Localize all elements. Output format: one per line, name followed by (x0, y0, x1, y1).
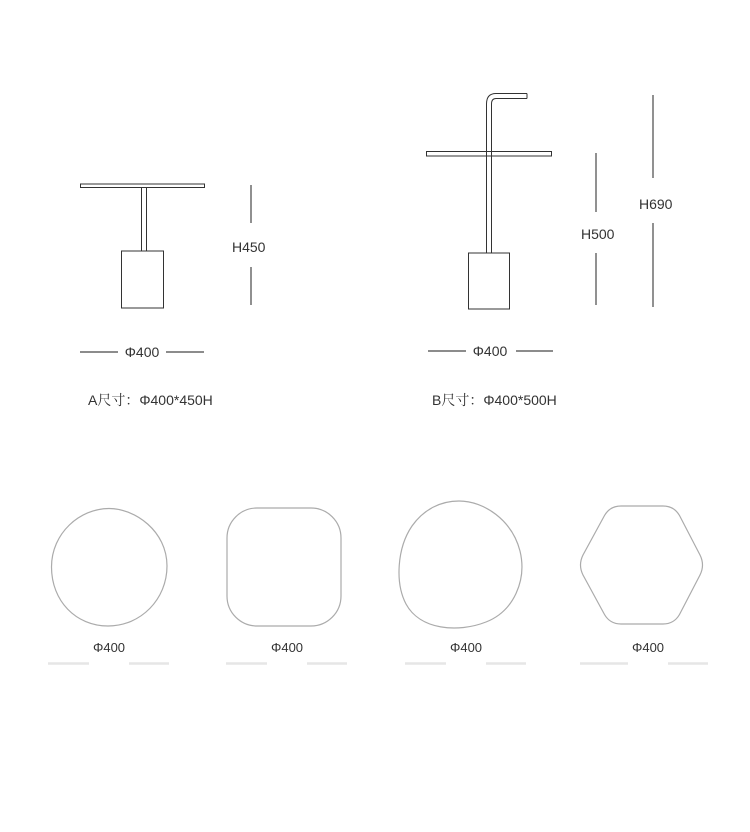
table-b-drawing (427, 94, 552, 310)
dim-label-diameter-b: Φ400 (472, 343, 508, 359)
dim-label-diameter-a: Φ400 (124, 344, 160, 360)
table-a-top (81, 184, 205, 188)
dim-label-h690: H690 (639, 196, 673, 212)
caption-product-a: A尺寸：Φ400*450H (88, 392, 213, 408)
table-a-drawing (81, 184, 205, 308)
shape-label-rounded-square: Φ400 (270, 640, 304, 655)
dim-label-h500: H500 (581, 226, 615, 242)
table-b-handle-outer-edge (487, 94, 528, 254)
table-a-base (122, 251, 164, 308)
caption-product-b: B尺寸：Φ400*500H (432, 392, 557, 408)
shape-label-rounded-hexagon: Φ400 (631, 640, 665, 655)
tabletop-shape-round (52, 509, 168, 627)
table-b-base (469, 253, 510, 309)
dim-label-h450: H450 (232, 239, 266, 255)
tabletop-shape-rounded-square (227, 508, 341, 626)
table-b-top (427, 152, 552, 157)
table-b-handle-inner-edge (492, 99, 528, 254)
tabletop-shape-pebble (399, 501, 522, 628)
tabletop-shape-rounded-hexagon (581, 506, 703, 624)
shape-label-round: Φ400 (92, 640, 126, 655)
shape-label-pebble: Φ400 (449, 640, 483, 655)
